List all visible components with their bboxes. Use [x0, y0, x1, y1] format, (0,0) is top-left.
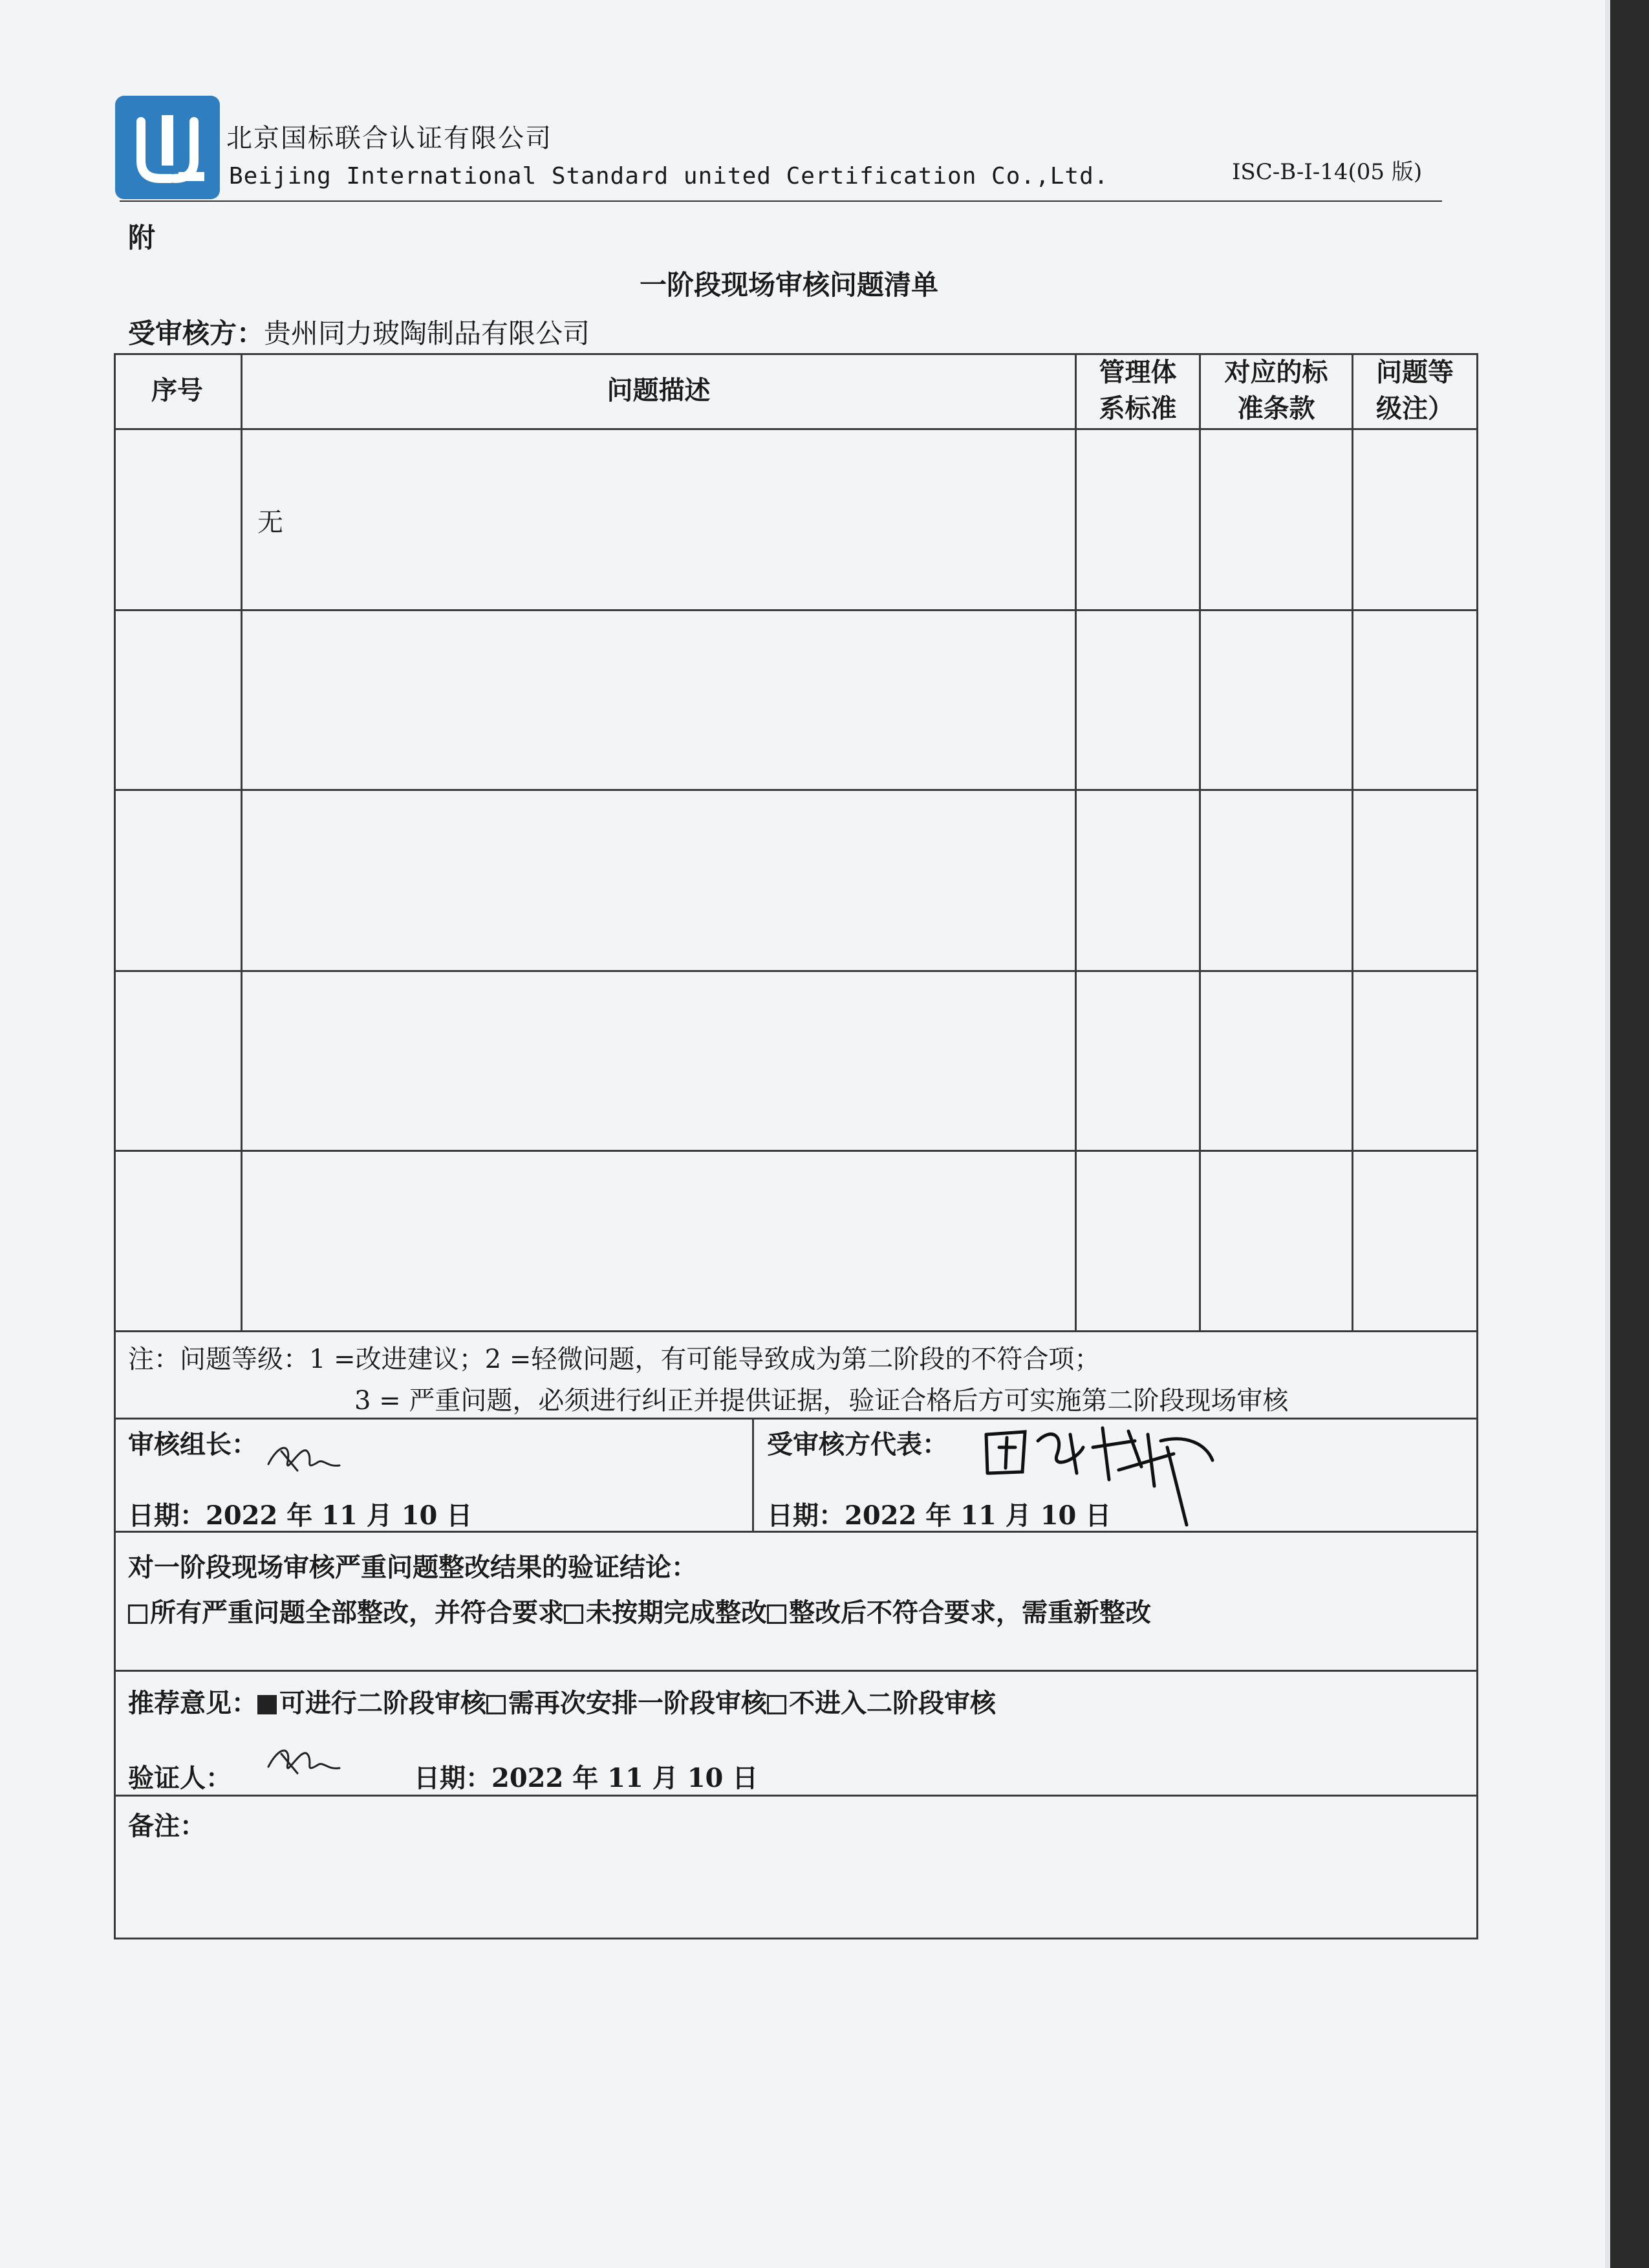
- verification-option-all-rectified: 所有严重问题全部整改，并符合要求: [150, 1597, 564, 1628]
- auditee-rep-date: 日期：2022 年 11 月 10 日: [767, 1500, 1112, 1531]
- row-divider: [114, 1150, 1478, 1152]
- company-name-cn: 北京国标联合认证有限公司: [226, 124, 552, 153]
- header-row-divider: [114, 428, 1478, 430]
- column-header-description: 问题描述: [607, 375, 711, 405]
- recommendation-checkbox-no-stage2[interactable]: [767, 1695, 786, 1714]
- team-leader-date: 日期：2022 年 11 月 10 日: [128, 1500, 473, 1531]
- verification-checkbox-not-on-time[interactable]: [564, 1604, 583, 1624]
- column-divider: [241, 353, 242, 1332]
- auditee-line: [128, 312, 590, 351]
- auditee-label: 受审核方：: [128, 318, 264, 349]
- table-border-right: [1476, 353, 1478, 1332]
- column-divider: [1352, 353, 1353, 1332]
- team-leader-label: 审核组长：: [128, 1429, 257, 1460]
- grade-note-line1: 注：问题等级：1 =改进建议；2 =轻微问题，有可能导致成为第二阶段的不符合项；: [128, 1345, 1101, 1374]
- recommendation-label: 推荐意见：: [128, 1688, 257, 1718]
- recommendation-checkbox-repeat-stage1[interactable]: [486, 1695, 506, 1714]
- verification-option-nonconforming: 整改后不符合要求，需重新整改: [789, 1597, 1151, 1628]
- grade-note-line2: 3 = 严重问题，必须进行纠正并提供证据，验证合格后方可实施第二阶段现场审核: [354, 1386, 1289, 1416]
- verification-options: [128, 1592, 1151, 1629]
- recommendation-option-no-stage2: 不进入二阶段审核: [789, 1688, 996, 1718]
- row-1-description: 无: [257, 508, 283, 537]
- verification-checkbox-all-rectified[interactable]: [128, 1604, 147, 1624]
- column-header-no: 序号: [151, 375, 203, 405]
- verification-label: 对一阶段现场审核严重问题整改结果的验证结论：: [128, 1552, 697, 1582]
- column-divider: [1075, 353, 1077, 1332]
- recommendation-checkbox-stage2[interactable]: [257, 1695, 277, 1714]
- row-divider: [114, 970, 1478, 972]
- recommendation-option-stage2: 可进行二阶段审核: [279, 1688, 486, 1718]
- recommendation-option-repeat-stage1: 需再次安排一阶段审核: [508, 1688, 767, 1718]
- column-header-clause: 对应的标 准条款: [1224, 357, 1328, 424]
- column-header-grade: 问题等 级注）: [1376, 357, 1454, 424]
- row-divider: [114, 609, 1478, 611]
- verifier-label: 验证人：: [128, 1763, 232, 1793]
- table-border-left: [114, 353, 116, 1332]
- verifier-signature: [262, 1734, 352, 1786]
- auditee-rep-label: 受审核方代表：: [767, 1429, 948, 1460]
- page-title: 一阶段现场审核问题清单: [639, 269, 938, 301]
- company-name-en: Beijing International Standard united Certification Co.,Ltd.: [229, 163, 1109, 189]
- attachment-mark: 附: [128, 222, 156, 254]
- scan-edge: [1610, 0, 1649, 2268]
- team-leader-signature: [262, 1432, 352, 1484]
- column-header-standard: 管理体 系标准: [1099, 357, 1177, 424]
- scan-edge-highlight: [1605, 0, 1610, 2268]
- header-divider: [120, 200, 1442, 202]
- signoff-divider: [752, 1418, 754, 1533]
- verification-checkbox-nonconforming[interactable]: [767, 1604, 786, 1624]
- auditee-value: 贵州同力玻陶制品有限公司: [264, 318, 590, 349]
- document-code: ISC-B-I-14(05 版): [1232, 159, 1423, 185]
- verifier-date: 日期：2022 年 11 月 10 日: [414, 1763, 759, 1793]
- remarks-label: 备注：: [128, 1811, 206, 1841]
- row-divider: [114, 789, 1478, 791]
- recommendation-row: [128, 1683, 996, 1720]
- issue-table: [114, 353, 1478, 1332]
- company-logo-icon: [115, 96, 220, 199]
- column-divider: [1199, 353, 1201, 1332]
- verification-option-not-on-time: 未按期完成整改: [586, 1597, 767, 1628]
- remarks-box: [114, 1795, 1478, 1939]
